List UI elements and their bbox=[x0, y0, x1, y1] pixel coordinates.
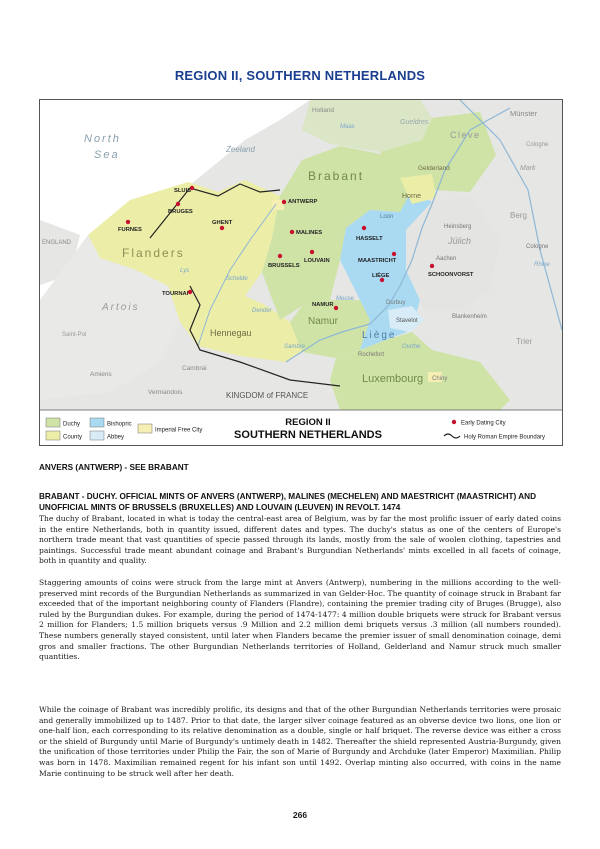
label-river-meuse: Meuse bbox=[336, 296, 355, 302]
legend-swatch-duchy bbox=[46, 418, 60, 427]
city-label-maastricht: MAASTRICHT bbox=[358, 258, 397, 264]
legend-swatch-imperial bbox=[138, 424, 152, 433]
paragraph-brabant-designs: While the coinage of Brabant was incredibly prolific, its designs and that of the other Burgundian Netherlands territories were prosaic and generally immobilized up to 1487. Prior to that date, the larger silver coinage featured as an obverse device two lions, one lion or one-half lion, each corresponding to its relative denomination as a double, single or half briquet. The reverse device was either a cross or the shield of Burgundy until Marie of Burgundy's untimely death in 1482. Thereafter the shield represented Austria-Burgundy, given the unification of those territories under Philip the Fair, the son of Marie of Burgundy and Archduke (later Emperor) Maximilian. Philip was born in 1478. Maximilian remained regent for his infant son until 1492. Overlap minting also occurred, with coins in the name Marie continuing to be struck well after her death. bbox=[39, 705, 561, 778]
legend-label-bishopric: Bishopric bbox=[107, 421, 132, 428]
city-dot-hasselt bbox=[362, 226, 366, 230]
label-saint-pol: Saint-Pol bbox=[62, 332, 87, 338]
city-label-tournai: TOURNAI bbox=[162, 291, 189, 297]
legend-label-hre-boundary: Holy Roman Empire Boundary bbox=[464, 434, 546, 441]
label-brabant: Brabant bbox=[308, 169, 365, 183]
legend-swatch-abbey bbox=[90, 431, 104, 440]
label-flanders: Flanders bbox=[122, 246, 185, 260]
section-heading-brabant: BRABANT - DUCHY. OFFICIAL MINTS OF ANVERS (ANTWERP), MALINES (MECHELEN) AND MAESTRICHT (MAASTRICHT) AND UNOFFICIAL MINTS OF BRUSSELS (BRUXELLES) AND LOUVAIN (LEUVEN) IN REVOLT. 1474 bbox=[39, 492, 536, 512]
city-dot-tournai bbox=[188, 290, 192, 294]
label-cologne-city: Cologne bbox=[526, 244, 549, 250]
city-label-schoonvorst: SCHOONVORST bbox=[428, 272, 474, 278]
city-dot-ghent bbox=[220, 226, 224, 230]
label-trier: Trier bbox=[516, 337, 533, 346]
legend-swatch-county bbox=[46, 431, 60, 440]
label-river-scheldt: Schelde bbox=[226, 276, 248, 282]
legend-label-duchy: Duchy bbox=[63, 421, 81, 428]
city-label-liege: LIÈGE bbox=[372, 273, 390, 279]
legend-label-county: County bbox=[63, 434, 83, 441]
city-label-louvain: LOUVAIN bbox=[304, 258, 330, 264]
map-svg bbox=[40, 100, 562, 445]
city-label-antwerp: ANTWERP bbox=[288, 199, 318, 205]
label-cologne-region: Cologne bbox=[526, 142, 549, 148]
label-river-lys: Lys bbox=[180, 268, 190, 274]
city-dot-bruges bbox=[176, 202, 180, 206]
label-rochefort: Rochefort bbox=[358, 352, 385, 358]
label-munster: Münster bbox=[510, 109, 538, 118]
city-label-ghent: GHENT bbox=[212, 220, 233, 226]
page-number: 266 bbox=[292, 810, 308, 820]
city-label-bruges: BRUGES bbox=[168, 209, 193, 215]
label-amiens: Amiens bbox=[90, 371, 112, 378]
label-gelderland: Gelderland bbox=[418, 165, 450, 172]
label-loon: Loon bbox=[380, 214, 394, 220]
city-dot-antwerp bbox=[282, 200, 286, 204]
label-artois: Artois bbox=[102, 302, 140, 313]
label-vermandois: Vermandois bbox=[148, 389, 183, 396]
page-title: REGION II, SOUTHERN NETHERLANDS bbox=[174, 68, 426, 83]
city-dot-maastricht bbox=[392, 252, 396, 256]
city-dot-namur bbox=[334, 306, 338, 310]
label-julich: Jülich bbox=[448, 236, 472, 246]
city-label-furnes: FURNES bbox=[118, 227, 142, 233]
legend-swatch-bishopric bbox=[90, 418, 104, 427]
city-label-hasselt: HASSELT bbox=[356, 236, 383, 242]
legend-dot-icon bbox=[452, 420, 456, 424]
label-berg: Berg bbox=[510, 211, 527, 220]
legend-title-line1: REGION II bbox=[285, 417, 331, 428]
label-chiny: Chiny bbox=[432, 376, 448, 382]
legend-title-line2: SOUTHERN NETHERLANDS bbox=[234, 429, 382, 441]
label-kingdom-france: KINGDOM of FRANCE bbox=[226, 391, 309, 400]
city-dot-louvain bbox=[310, 250, 314, 254]
label-blankenheim: Blankenheim bbox=[452, 314, 487, 320]
label-horne: Horne bbox=[402, 193, 422, 200]
city-label-namur: NAMUR bbox=[312, 302, 334, 308]
label-aachen: Aachen bbox=[436, 256, 457, 262]
paragraph-brabant-mints: Staggering amounts of coins were struck from the large mint at Anvers (Antwerp), numbering in the millions according to the well-preserved mint records of the Burgundian Netherlands as summarized in van Gelder-Hoc. The quantity of coinage struck in Brabant far exceeded that of the important neighboring county of Flanders (Flandre), containing the premier trading city of Bruges (Brugge), also ruled by the Burgundian dukes. For example, during the period of 1474-1477: 4 million double briquets were struck for Brabant versus 2 million for Flanders; 1.5 million briquets versus .9 Million and 2.2 million demi briquets versus .3 million (all numbers rounded). These numbers generally stayed consistent, until later when Flanders became the premier issuer of small denomination coinage, demi gros and smaller fractions. The other Burgundian Netherlands territories of Holland, Gelderland and Namur struck much smaller quantities. bbox=[39, 578, 561, 662]
label-england: ENGLAND bbox=[42, 240, 72, 246]
label-gueldres: Gueldres bbox=[400, 119, 429, 126]
label-liege: Liège bbox=[362, 330, 397, 341]
label-river-sambre: Sambre bbox=[284, 344, 306, 350]
sea-label-sea: Sea bbox=[94, 149, 120, 161]
city-label-brussels: BRUSSELS bbox=[268, 263, 300, 269]
label-stavelot: Stavelot bbox=[396, 318, 418, 324]
legend-label-imperial: Imperial Free City bbox=[155, 427, 203, 434]
label-zeeland: Zeeland bbox=[226, 145, 255, 154]
label-river-dender: Dender bbox=[252, 308, 272, 314]
label-holland: Holland bbox=[312, 107, 335, 114]
legend-label-abbey: Abbey bbox=[107, 434, 125, 441]
city-dot-schoonvorst bbox=[430, 264, 434, 268]
label-cleve: Cleve bbox=[450, 130, 481, 140]
label-namur: Namur bbox=[308, 316, 339, 327]
paragraph-brabant-intro: The duchy of Brabant, located in what is today the central-east area of Belgium, was by far the most prolific issuer of early dated coins in the entire Netherlands, both in quantity issued, different dates and types. The duchy's status as one of the centers of Europe's northern trade meant that vast quantities of specie passed through its lands, mostly from the sale of woolen clothing, tapestries and paintings. Successful trade meant abundant coinage and Brabant's Burgundian Netherlands' mints excelled in all facets of coinage, both in quantity and quality. bbox=[39, 514, 561, 566]
label-river-rhine: Rhine bbox=[534, 262, 550, 268]
city-label-malines: MALINES bbox=[296, 230, 323, 236]
region-map bbox=[39, 99, 563, 446]
legend-label-dating-city: Early Dating City bbox=[461, 420, 506, 427]
label-river-ourthe: Ourthe bbox=[402, 344, 421, 350]
label-durbuy: Durbuy bbox=[386, 300, 406, 306]
sea-label-north: North bbox=[84, 133, 121, 145]
label-heinsberg: Heinsberg bbox=[444, 224, 472, 230]
label-hennegau: Hennegau bbox=[210, 328, 252, 338]
section-heading-anvers: ANVERS (ANTWERP) - SEE BRABANT bbox=[39, 463, 189, 472]
city-dot-furnes bbox=[126, 220, 130, 224]
city-dot-malines bbox=[290, 230, 294, 234]
label-cambrai: Cambrai bbox=[182, 365, 207, 372]
city-dot-brussels bbox=[278, 254, 282, 258]
label-luxembourg: Luxembourg bbox=[362, 373, 424, 385]
label-mark: Mark bbox=[520, 165, 536, 172]
label-river-maas: Maas bbox=[340, 124, 355, 130]
city-label-sluis: SLUIS bbox=[174, 188, 192, 194]
